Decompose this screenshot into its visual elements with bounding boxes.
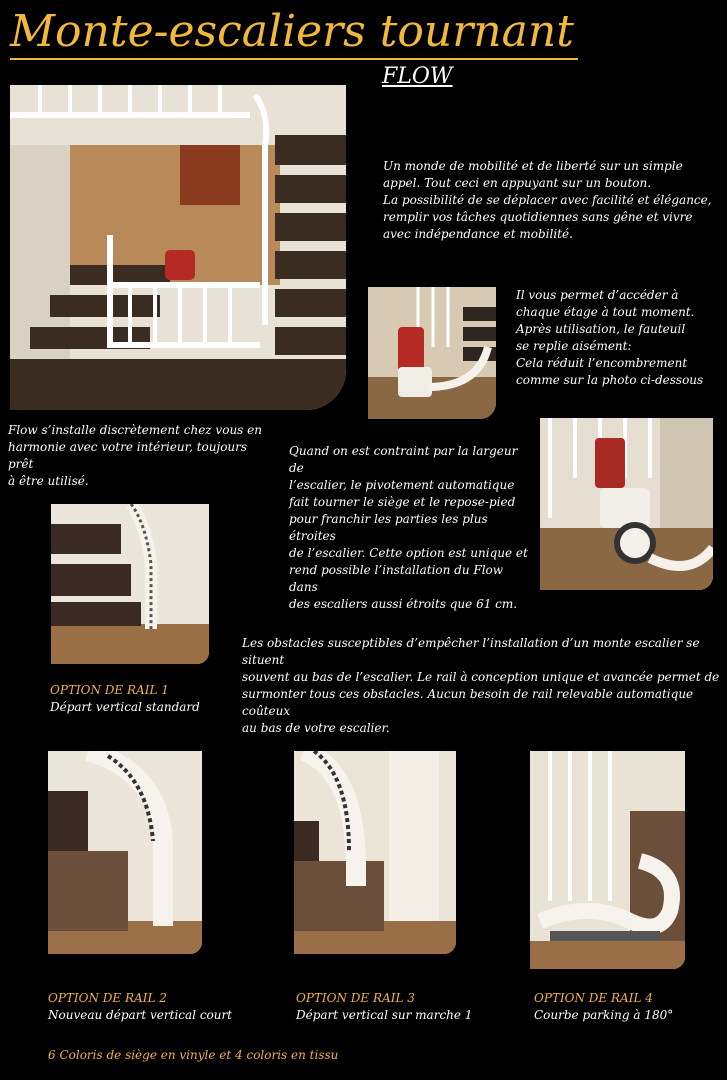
intro-line: Un monde de mobilité et de liberté sur un simple xyxy=(383,159,683,173)
rail-option-4-photo xyxy=(530,751,685,969)
swivel-line: Quand on est contraint par la largeur de xyxy=(289,444,518,475)
page-subtitle: FLOW xyxy=(382,64,453,89)
install-text xyxy=(8,422,273,490)
install-line: Flow s’installe discrètement chez vous en xyxy=(8,423,262,437)
rail-option-label: OPTION DE RAIL 2 xyxy=(48,991,167,1005)
intro-line: appel. Tout ceci en appuyant sur un bouton. xyxy=(383,176,652,190)
footer-note: 6 Coloris de siège en vinyle et 4 coloris en tissu xyxy=(48,1048,339,1062)
rail-option-1-photo xyxy=(51,504,209,664)
swivel-text xyxy=(289,443,534,613)
page-title: Monte-escaliers tournant xyxy=(10,6,578,60)
fold-line: Il vous permet d’accéder à xyxy=(516,288,679,302)
install-line: à être utilisé. xyxy=(8,474,89,488)
fold-text xyxy=(516,287,716,389)
swivel-line: des escaliers aussi étroits que 61 cm. xyxy=(289,597,518,611)
fold-line: comme sur la photo ci-dessous xyxy=(516,373,704,387)
rail-option-desc: Nouveau départ vertical court xyxy=(48,1008,233,1022)
swivel-line: pour franchir les parties les plus étroites xyxy=(289,512,488,543)
obstacles-line: surmonter tous ces obstacles. Aucun besoin de rail relevable automatique coûteux xyxy=(242,687,694,718)
fold-line: chaque étage à tout moment. xyxy=(516,305,695,319)
rail-option-desc: Courbe parking à 180° xyxy=(534,1008,674,1022)
install-line: harmonie avec votre intérieur, toujours prêt xyxy=(8,440,248,471)
rail-option-4-caption xyxy=(534,990,673,1024)
intro-text xyxy=(383,158,713,243)
rail-option-desc: Départ vertical sur marche 1 xyxy=(296,1008,473,1022)
rail-option-label: OPTION DE RAIL 1 xyxy=(50,683,169,697)
rail-option-2-caption xyxy=(48,990,232,1024)
rail-option-2-photo xyxy=(48,751,202,954)
obstacles-line: Les obstacles susceptibles d’empêcher l’installation d’un monte escalier se situent xyxy=(242,636,700,667)
fold-line: Après utilisation, le fauteuil xyxy=(516,322,686,336)
swivel-line: de l’escalier. Cette option est unique et xyxy=(289,546,528,560)
swivel-line: fait tourner le siège et le repose-pied xyxy=(289,495,516,509)
rail-option-label: OPTION DE RAIL 4 xyxy=(534,991,653,1005)
rail-option-3-caption xyxy=(296,990,472,1024)
fold-line: Cela réduit l’encombrement xyxy=(516,356,688,370)
swivel-line: rend possible l’installation du Flow dans xyxy=(289,563,504,594)
obstacles-line: souvent au bas de l’escalier. Le rail à conception unique et avancée permet de xyxy=(242,670,720,684)
swivel-chair-photo xyxy=(540,418,713,590)
obstacles-text xyxy=(242,635,722,737)
swivel-line: l’escalier, le pivotement automatique xyxy=(289,478,515,492)
intro-line: remplir vos tâches quotidiennes sans gêne et vivre xyxy=(383,210,693,224)
rail-option-desc: Départ vertical standard xyxy=(50,700,200,714)
intro-line: La possibilité de se déplacer avec facilité et élégance, xyxy=(383,193,712,207)
fold-line: se replie aisément: xyxy=(516,339,632,353)
rail-option-3-photo xyxy=(294,751,456,954)
rail-option-label: OPTION DE RAIL 3 xyxy=(296,991,415,1005)
rail-option-1-caption xyxy=(50,682,200,716)
main-staircase-photo xyxy=(10,85,346,410)
intro-line: avec indépendance et mobilité. xyxy=(383,227,573,241)
folded-chair-photo xyxy=(368,287,496,419)
obstacles-line: au bas de votre escalier. xyxy=(242,721,390,735)
